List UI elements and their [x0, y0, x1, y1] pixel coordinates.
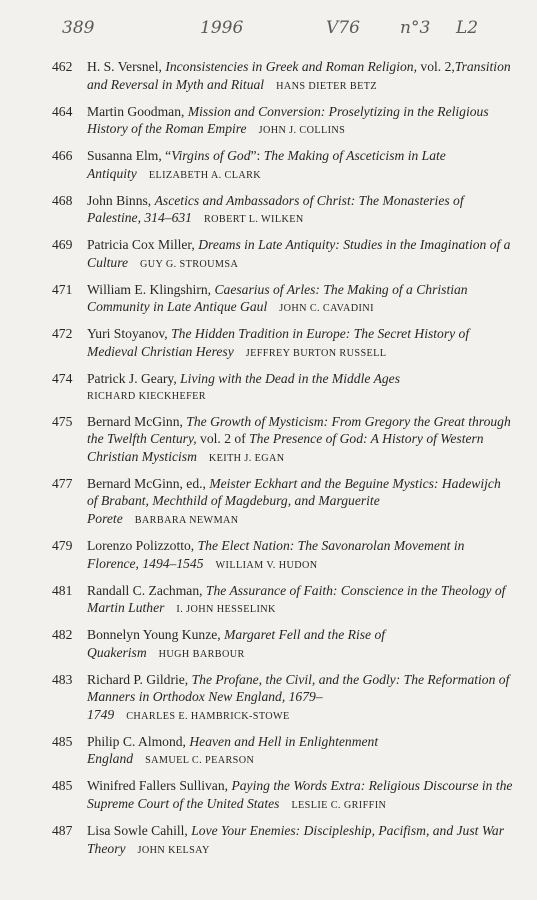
entry-text: [87, 147, 514, 184]
page-number: 468: [52, 192, 73, 208]
page-number: 469: [52, 237, 73, 253]
book-title: Love Your Enemies: Discipleship, Pacifism, and Just War Theory: [87, 823, 504, 856]
review-entry: [52, 147, 514, 184]
book-author: Philip C. Almond,: [87, 733, 186, 749]
reviewer-name: SAMUEL C. PEARSON: [145, 755, 255, 767]
book-author: Martin Goodman,: [87, 103, 185, 119]
book-author: Bernard McGinn,: [87, 413, 183, 429]
book-author: Richard P. Gildrie,: [87, 671, 189, 687]
review-entry: [52, 236, 514, 273]
book-author: Lorenzo Polizzotto,: [87, 537, 195, 553]
entry-text: [87, 281, 514, 318]
entry-text: [87, 582, 514, 619]
book-title: Meister Eckhart and the Beguine Mystics: Hadewijch of Brabant, Mechthild of Magdeburg, and Marguerite Porete: [87, 475, 501, 526]
book-author: H. S. Versnel,: [87, 59, 162, 74]
entry-text: [87, 777, 514, 814]
book-title: Virgins of God: [171, 148, 251, 164]
entry-text: [87, 733, 514, 770]
book-author: Bernard McGinn, ed.,: [87, 475, 206, 491]
reviewer-name: HANS DIETER BETZ: [276, 80, 377, 92]
book-title: Living with the Dead in the Middle Ages: [180, 371, 400, 387]
review-entry: [52, 822, 514, 859]
book-title: Ascetics and Ambassadors of Christ: The Monasteries of Palestine, 314–631: [87, 192, 464, 226]
entry-text: [87, 537, 514, 574]
entry-text: [87, 236, 514, 273]
book-title: Caesarius of Arles: The Making of a Christian Community in Late Antique Gaul: [87, 281, 468, 315]
entry-text: [87, 822, 514, 859]
entry-text: [87, 413, 514, 468]
page-number: 485: [52, 733, 73, 749]
page-number: 483: [52, 671, 73, 687]
book-title: Heaven and Hell in Enlightenment England: [87, 733, 379, 767]
book-title: Inconsistencies in Greek and Roman Religion,: [165, 59, 417, 74]
reviewer-name: BARBARA NEWMAN: [134, 514, 239, 526]
book-author: Winifred Fallers Sullivan,: [87, 778, 229, 794]
page-number: 479: [52, 537, 73, 553]
handwritten-number: n°3: [400, 18, 431, 38]
entry-text: [87, 370, 514, 405]
page-number: 472: [52, 326, 73, 342]
reviewer-name: LESLIE C. GRIFFIN: [291, 800, 387, 812]
entry-text: [87, 58, 514, 95]
page-number: 464: [52, 103, 73, 119]
review-entry: [52, 58, 514, 95]
entry-text: [87, 626, 514, 663]
page-number: 466: [52, 148, 73, 164]
review-entry: [52, 192, 514, 229]
book-author: Bonnelyn Young Kunze,: [87, 627, 221, 643]
page-number: 485: [52, 778, 73, 794]
review-entry: [52, 626, 514, 663]
entry-text: [87, 475, 514, 530]
entry-text: [87, 671, 514, 726]
reviewer-name: ELIZABETH A. CLARK: [148, 169, 262, 181]
book-detail: ”:: [250, 148, 264, 164]
reviewer-name: JOHN J. COLLINS: [258, 125, 346, 137]
handwritten-year: 1996: [200, 18, 244, 38]
book-title: The Growth of Mysticism: From Gregory the Great through the Twelfth Century,: [87, 413, 511, 447]
book-title: The Assurance of Faith: Conscience in the Theology of Martin Luther: [87, 582, 506, 616]
reviewer-name: WILLIAM V. HUDON: [215, 559, 318, 571]
book-title: The Profane, the Civil, and the Godly: The Reformation of Manners in Orthodox New England, 1679–1749: [87, 671, 510, 722]
book-author: Randall C. Zachman,: [87, 582, 203, 598]
entry-text: [87, 103, 514, 140]
book-title-continued: The Presence of God: A History of Western Christian Mysticism: [87, 431, 484, 464]
page-number: 482: [52, 627, 73, 643]
review-entry: [52, 281, 514, 318]
book-author: Lisa Sowle Cahill,: [87, 823, 188, 839]
book-detail: vol. 2 of: [196, 431, 250, 447]
book-detail: vol. 2,: [417, 59, 455, 74]
book-author: Susanna Elm, “: [87, 148, 172, 164]
page-number: 477: [52, 475, 73, 491]
reviewer-name: JOHN C. CAVADINI: [279, 303, 374, 315]
review-entry: [52, 413, 514, 468]
book-author: Patricia Cox Miller,: [87, 237, 195, 253]
book-review-list: [52, 58, 514, 867]
reviewer-name: ROBERT L. WILKEN: [203, 214, 304, 226]
page-number: 471: [52, 281, 73, 297]
page-number: 487: [52, 823, 73, 839]
book-author: Yuri Stoyanov,: [87, 326, 168, 342]
page-number: 462: [52, 59, 73, 74]
handwritten-annotation: [0, 14, 537, 48]
page-number: 475: [52, 413, 73, 429]
book-title: The Elect Nation: The Savonarolan Movement in Florence, 1494–1545: [87, 537, 465, 571]
book-author: John Binns,: [87, 192, 152, 208]
book-author: William E. Klingshirn,: [87, 281, 212, 297]
review-entry: [52, 777, 514, 814]
reviewer-name: HUGH BARBOUR: [158, 648, 245, 660]
reviewer-name: GUY G. STROUMSA: [140, 258, 239, 270]
review-entry: [52, 325, 514, 362]
review-entry: [52, 671, 514, 726]
reviewer-name: JEFFREY BURTON RUSSELL: [245, 348, 387, 360]
handwritten-note: 389: [62, 18, 95, 38]
review-entry: [52, 582, 514, 619]
reviewer-name: RICHARD KIECKHEFER: [87, 390, 206, 402]
book-title-continued: The Making of Asceticism in Late Antiquity: [87, 148, 446, 181]
handwritten-volume: V76: [326, 18, 360, 38]
reviewer-name: KEITH J. EGAN: [208, 452, 285, 464]
handwritten-mark: L2: [456, 18, 479, 38]
page-number: 474: [52, 371, 73, 387]
review-entry: [52, 103, 514, 140]
book-title: Margaret Fell and the Rise of Quakerism: [87, 627, 386, 660]
book-title: The Hidden Tradition in Europe: The Secret History of Medieval Christian Heresy: [87, 326, 470, 360]
review-entry: [52, 370, 514, 405]
reviewer-name: JOHN KELSAY: [137, 844, 210, 856]
review-entry: [52, 733, 514, 770]
page-number: 481: [52, 582, 73, 598]
review-entry: [52, 537, 514, 574]
entry-text: [87, 325, 514, 362]
book-title: Mission and Conversion: Proselytizing in the Religious History of the Roman Empire: [87, 103, 489, 137]
book-title: Dreams in Late Antiquity: Studies in the Imagination of a Culture: [87, 237, 511, 270]
review-entry: [52, 475, 514, 530]
book-title-continued: Transition and Reversal in Myth and Ritual: [87, 59, 511, 92]
reviewer-name: I. JOHN HESSELINK: [176, 604, 276, 616]
book-title: Paying the Words Extra: Religious Discourse in the Supreme Court of the United States: [87, 778, 513, 812]
reviewer-name: CHARLES E. HAMBRICK-STOWE: [126, 710, 290, 722]
entry-text: [87, 192, 514, 229]
book-author: Patrick J. Geary,: [87, 371, 177, 387]
